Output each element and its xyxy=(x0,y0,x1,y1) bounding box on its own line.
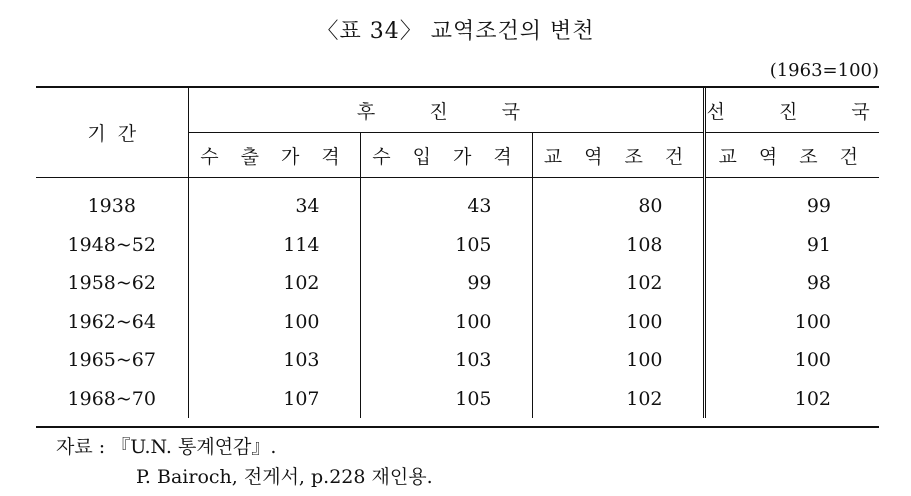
cell-period: 1938 xyxy=(87,195,136,218)
cell-tot-developing: 100 xyxy=(532,341,704,380)
header-period: 기 간 xyxy=(36,88,188,178)
cell-tot-developed: 100 xyxy=(704,341,879,380)
cell-tot-developed: 102 xyxy=(704,380,879,419)
table-row xyxy=(36,341,879,380)
cell-import: 43 xyxy=(360,178,532,226)
cell-export: 103 xyxy=(188,341,360,380)
cell-import: 105 xyxy=(360,226,532,265)
cell-tot-developing: 100 xyxy=(532,303,704,342)
cell-tot-developed: 91 xyxy=(704,226,879,265)
cell-tot-developing: 102 xyxy=(532,264,704,303)
header-developing: 후 진 국 xyxy=(188,88,704,133)
cell-export: 102 xyxy=(188,264,360,303)
cell-tot-developed: 100 xyxy=(704,303,879,342)
cell-import: 100 xyxy=(360,303,532,342)
header-tot-developing: 교 역 조 건 xyxy=(532,133,704,178)
header-import-price: 수 입 가 격 xyxy=(360,133,532,178)
citation-line: P. Bairoch, 전게서, p.228 재인용. xyxy=(136,466,433,488)
cell-export: 107 xyxy=(188,380,360,419)
cell-import: 105 xyxy=(360,380,532,419)
table-title: 〈표 34〉 교역조건의 변천 xyxy=(316,19,595,44)
cell-import: 99 xyxy=(360,264,532,303)
header-export-price: 수 출 가 격 xyxy=(188,133,360,178)
cell-period: 1962~64 xyxy=(67,310,156,333)
cell-period: 1948~52 xyxy=(67,233,156,256)
table-row xyxy=(36,303,879,342)
header-developed: 선 진 국 xyxy=(704,88,879,133)
cell-period: 1968~70 xyxy=(67,387,156,410)
cell-tot-developed: 98 xyxy=(704,264,879,303)
cell-tot-developing: 102 xyxy=(532,380,704,419)
table-row xyxy=(36,178,879,226)
cell-tot-developing: 80 xyxy=(532,178,704,226)
table-row xyxy=(36,264,879,303)
cell-tot-developed: 99 xyxy=(704,178,879,226)
table-row xyxy=(36,380,879,419)
cell-period: 1958~62 xyxy=(67,272,156,295)
cell-period: 1965~67 xyxy=(67,349,156,372)
cell-export: 114 xyxy=(188,226,360,265)
data-table xyxy=(36,88,884,418)
table-row xyxy=(36,226,879,265)
header-tot-developed: 교 역 조 건 xyxy=(704,133,879,178)
cell-export: 34 xyxy=(188,178,360,226)
cell-import: 103 xyxy=(360,341,532,380)
unit-note: (1963=100) xyxy=(769,60,879,81)
cell-tot-developing: 108 xyxy=(532,226,704,265)
cell-export: 100 xyxy=(188,303,360,342)
source-line: 자료 : 『U.N. 통계연감』. xyxy=(56,436,277,458)
terms-of-trade-table xyxy=(36,86,884,428)
source-notes xyxy=(56,432,433,492)
